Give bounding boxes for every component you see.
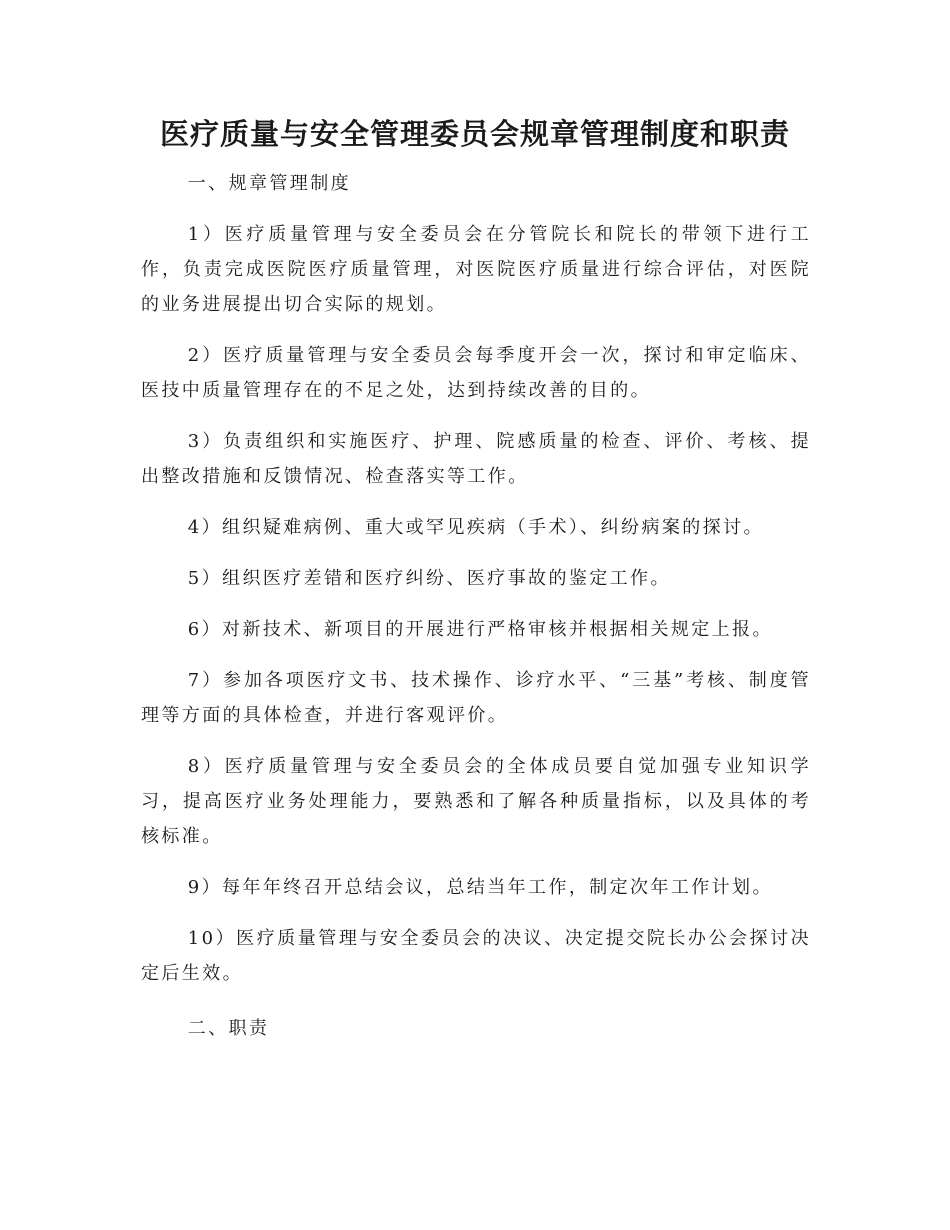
document-body — [141, 166, 811, 1062]
paragraph-1: 1）医疗质量管理与安全委员会在分管院长和院长的带领下进行工作，负责完成医院医疗质量管理，对医院医疗质量进行综合评估，对医院的业务进展提出切合实际的规划。 — [141, 224, 811, 315]
section-heading-regulations: 一、规章管理制度 — [187, 173, 351, 194]
paragraph-4: 4）组织疑难病例、重大或罕见疾病（手术）、纠纷病案的探讨。 — [187, 517, 764, 538]
paragraph-6: 6）对新技术、新项目的开展进行严格审核并根据相关规定上报。 — [187, 619, 773, 640]
document-title: 医疗质量与安全管理委员会规章管理制度和职责 — [159, 117, 790, 151]
paragraph-3: 3）负责组织和实施医疗、护理、院感质量的检查、评价、考核、提出整改措施和反馈情况、检查落实等工作。 — [141, 431, 811, 487]
paragraph-8: 8）医疗质量管理与安全委员会的全体成员要自觉加强专业知识学习，提高医疗业务处理能力，要熟悉和了解各种质量指标，以及具体的考核标准。 — [141, 756, 811, 847]
paragraph-7: 7）参加各项医疗文书、技术操作、诊疗水平、“三基”考核、制度管理等方面的具体检查，并进行客观评价。 — [141, 670, 811, 726]
paragraph-9: 9）每年年终召开总结会议，总结当年工作，制定次年工作计划。 — [187, 877, 773, 898]
paragraph-10: 10）医疗质量管理与安全委员会的决议、决定提交院长办公会探讨决定后生效。 — [141, 928, 811, 984]
paragraph-5: 5）组织医疗差错和医疗纠纷、医疗事故的鉴定工作。 — [187, 568, 671, 589]
section-heading-duties: 二、职责 — [187, 1018, 270, 1039]
paragraph-2: 2）医疗质量管理与安全委员会每季度开会一次，探讨和审定临床、医技中质量管理存在的不足之处，达到持续改善的目的。 — [141, 345, 811, 401]
